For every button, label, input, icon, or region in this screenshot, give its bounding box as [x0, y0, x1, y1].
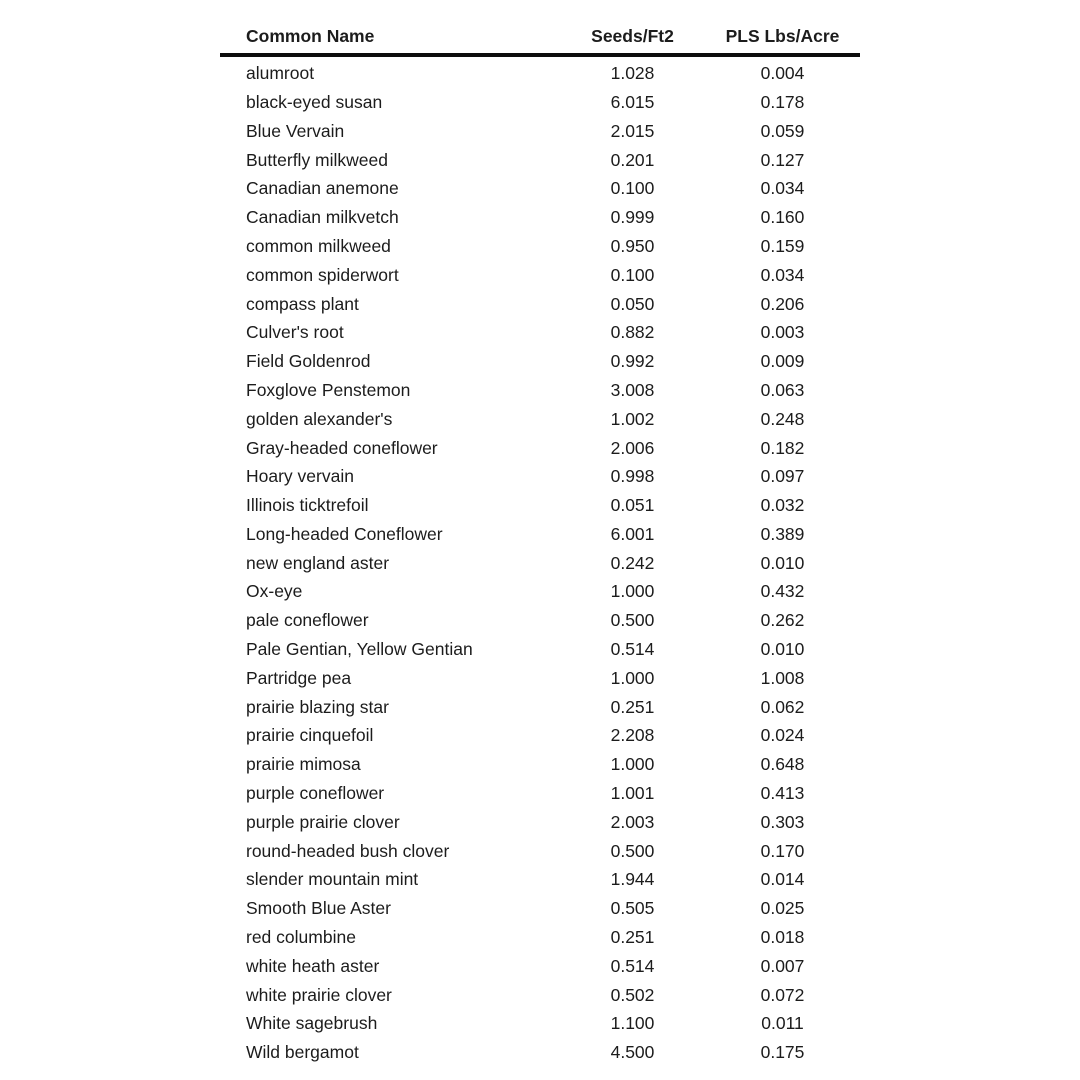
seeds-ft2-cell: 0.051 — [610, 495, 655, 516]
common-name-cell: round-headed bush clover — [246, 840, 450, 861]
common-name-cell: black-eyed susan — [246, 91, 383, 112]
common-name-cell: Ox-eye — [246, 581, 303, 602]
common-name-cell: purple prairie clover — [246, 811, 400, 832]
seeds-ft2-cell: 0.500 — [610, 840, 655, 861]
seeds-ft2-cell: 6.001 — [610, 523, 655, 544]
common-name-cell: Partridge pea — [246, 667, 352, 688]
seeds-ft2-cell: 6.015 — [610, 91, 655, 112]
table-row — [220, 1039, 860, 1068]
col-header-pls-lbs-acre: PLS Lbs/Acre — [705, 22, 860, 55]
seeds-ft2-cell: 2.003 — [610, 811, 655, 832]
pls-lbs-acre-cell: 0.248 — [760, 408, 805, 429]
pls-lbs-acre-cell: 0.097 — [760, 466, 805, 487]
seeds-ft2-cell: 2.006 — [610, 437, 655, 458]
common-name-cell: new england aster — [246, 552, 390, 573]
table-row — [220, 175, 860, 204]
table-row — [220, 866, 860, 895]
common-name-cell: Hoary vervain — [246, 466, 354, 487]
seeds-ft2-cell: 0.100 — [610, 264, 655, 285]
pls-lbs-acre-cell: 0.432 — [760, 581, 805, 602]
common-name-cell: prairie cinquefoil — [246, 725, 374, 746]
table-row — [220, 664, 860, 693]
pls-lbs-acre-cell: 0.413 — [760, 783, 805, 804]
table-row — [220, 549, 860, 578]
table-row — [220, 895, 860, 924]
table-row — [220, 491, 860, 520]
table-row — [220, 952, 860, 981]
table-body — [220, 55, 860, 1068]
common-name-cell: red columbine — [246, 927, 356, 948]
table-row — [220, 376, 860, 405]
seeds-ft2-cell: 1.000 — [610, 581, 655, 602]
pls-lbs-acre-cell: 0.003 — [760, 322, 805, 343]
table-row — [220, 146, 860, 175]
seeds-ft2-cell: 0.251 — [610, 696, 655, 717]
table-row — [220, 290, 860, 319]
common-name-cell: white heath aster — [246, 955, 380, 976]
common-name-cell: pale coneflower — [246, 610, 369, 631]
table-row — [220, 981, 860, 1010]
seeds-ft2-cell: 1.944 — [610, 869, 655, 890]
table-row — [220, 203, 860, 232]
seeds-ft2-cell: 2.208 — [610, 725, 655, 746]
table-row — [220, 607, 860, 636]
table-header — [220, 22, 860, 55]
table-row — [220, 232, 860, 261]
pls-lbs-acre-cell: 0.206 — [760, 293, 805, 314]
common-name-cell: alumroot — [246, 63, 315, 84]
pls-lbs-acre-cell: 0.007 — [760, 955, 805, 976]
common-name-cell: Gray-headed coneflower — [246, 437, 438, 458]
common-name-cell: Pale Gentian, Yellow Gentian — [246, 639, 473, 660]
seeds-ft2-cell: 1.028 — [610, 63, 655, 84]
pls-lbs-acre-cell: 0.182 — [760, 437, 805, 458]
common-name-cell: common spiderwort — [246, 264, 399, 285]
pls-lbs-acre-cell: 0.034 — [760, 178, 805, 199]
pls-lbs-acre-cell: 0.034 — [760, 264, 805, 285]
pls-lbs-acre-cell: 0.178 — [760, 91, 805, 112]
seeds-ft2-cell: 3.008 — [610, 379, 655, 400]
common-name-cell: Long-headed Coneflower — [246, 523, 443, 544]
pls-lbs-acre-cell: 0.025 — [760, 898, 805, 919]
common-name-cell: Butterfly milkweed — [246, 149, 388, 170]
pls-lbs-acre-cell: 0.059 — [760, 120, 805, 141]
common-name-cell: Foxglove Penstemon — [246, 379, 411, 400]
common-name-cell: Blue Vervain — [246, 120, 345, 141]
common-name-cell: prairie mimosa — [246, 754, 361, 775]
table-row — [220, 578, 860, 607]
seeds-ft2-cell: 0.505 — [610, 898, 655, 919]
table-row — [220, 1010, 860, 1039]
table-row — [220, 319, 860, 348]
common-name-cell: White sagebrush — [246, 1013, 378, 1034]
seeds-ft2-cell: 0.502 — [610, 984, 655, 1005]
pls-lbs-acre-cell: 0.024 — [760, 725, 805, 746]
table-row — [220, 261, 860, 290]
common-name-cell: purple coneflower — [246, 783, 385, 804]
header-row — [220, 22, 860, 55]
common-name-cell: Culver's root — [246, 322, 344, 343]
seeds-ft2-cell: 4.500 — [610, 1042, 655, 1063]
table-row — [220, 751, 860, 780]
pls-lbs-acre-cell: 0.072 — [760, 984, 805, 1005]
pls-lbs-acre-cell: 0.063 — [760, 379, 805, 400]
common-name-cell: Illinois ticktrefoil — [246, 495, 369, 516]
table-row — [220, 88, 860, 117]
table-row — [220, 347, 860, 376]
pls-lbs-acre-cell: 0.010 — [760, 639, 805, 660]
seeds-ft2-cell: 0.050 — [610, 293, 655, 314]
seeds-ft2-cell: 0.950 — [610, 235, 655, 256]
pls-lbs-acre-cell: 0.010 — [760, 552, 805, 573]
common-name-cell: slender mountain mint — [246, 869, 419, 890]
pls-lbs-acre-cell: 0.127 — [760, 149, 805, 170]
seeds-ft2-cell: 1.002 — [610, 408, 655, 429]
seeds-ft2-cell: 0.514 — [610, 955, 655, 976]
seeds-ft2-cell: 0.100 — [610, 178, 655, 199]
pls-lbs-acre-cell: 0.262 — [760, 610, 805, 631]
table-row — [220, 434, 860, 463]
pls-lbs-acre-cell: 1.008 — [760, 667, 805, 688]
table-row — [220, 808, 860, 837]
common-name-cell: Canadian milkvetch — [246, 207, 399, 228]
common-name-cell: Smooth Blue Aster — [246, 898, 391, 919]
pls-lbs-acre-cell: 0.160 — [760, 207, 805, 228]
col-header-seeds-ft2: Seeds/Ft2 — [560, 22, 705, 55]
seeds-ft2-cell: 1.000 — [610, 667, 655, 688]
pls-lbs-acre-cell: 0.648 — [760, 754, 805, 775]
seeds-ft2-cell: 0.999 — [610, 207, 655, 228]
common-name-cell: Wild bergamot — [246, 1042, 359, 1063]
pls-lbs-acre-cell: 0.062 — [760, 696, 805, 717]
pls-lbs-acre-cell: 0.032 — [760, 495, 805, 516]
table-row — [220, 693, 860, 722]
table-row — [220, 463, 860, 492]
common-name-cell: white prairie clover — [246, 984, 392, 1005]
seeds-ft2-cell: 0.242 — [610, 552, 655, 573]
pls-lbs-acre-cell: 0.009 — [760, 351, 805, 372]
table-row — [220, 405, 860, 434]
seeds-ft2-cell: 0.998 — [610, 466, 655, 487]
seeds-ft2-cell: 0.882 — [610, 322, 655, 343]
table-row — [220, 55, 860, 89]
common-name-cell: Field Goldenrod — [246, 351, 371, 372]
table-row — [220, 923, 860, 952]
col-header-common-name: Common Name — [220, 22, 560, 55]
common-name-cell: compass plant — [246, 293, 359, 314]
table-row — [220, 635, 860, 664]
pls-lbs-acre-cell: 0.011 — [761, 1013, 804, 1034]
seed-mix-table — [220, 22, 860, 1067]
pls-lbs-acre-cell: 0.004 — [760, 63, 805, 84]
seeds-ft2-cell: 0.500 — [610, 610, 655, 631]
seeds-ft2-cell: 1.000 — [610, 754, 655, 775]
seeds-ft2-cell: 2.015 — [610, 120, 655, 141]
table-row — [220, 117, 860, 146]
pls-lbs-acre-cell: 0.170 — [760, 840, 805, 861]
table-row — [220, 837, 860, 866]
seeds-ft2-cell: 0.514 — [610, 639, 655, 660]
common-name-cell: golden alexander's — [246, 408, 393, 429]
seeds-ft2-cell: 1.001 — [610, 783, 655, 804]
seeds-ft2-cell: 0.201 — [610, 149, 655, 170]
seeds-ft2-cell: 0.992 — [610, 351, 655, 372]
seed-mix-table-container — [220, 22, 860, 1067]
common-name-cell: prairie blazing star — [246, 696, 389, 717]
seeds-ft2-cell: 0.251 — [610, 927, 655, 948]
seeds-ft2-cell: 1.100 — [610, 1013, 655, 1034]
pls-lbs-acre-cell: 0.018 — [760, 927, 805, 948]
pls-lbs-acre-cell: 0.159 — [760, 235, 805, 256]
pls-lbs-acre-cell: 0.389 — [760, 523, 805, 544]
table-row — [220, 520, 860, 549]
common-name-cell: Canadian anemone — [246, 178, 399, 199]
pls-lbs-acre-cell: 0.175 — [760, 1042, 805, 1063]
table-row — [220, 779, 860, 808]
pls-lbs-acre-cell: 0.014 — [760, 869, 805, 890]
common-name-cell: common milkweed — [246, 235, 391, 256]
pls-lbs-acre-cell: 0.303 — [760, 811, 805, 832]
table-row — [220, 722, 860, 751]
